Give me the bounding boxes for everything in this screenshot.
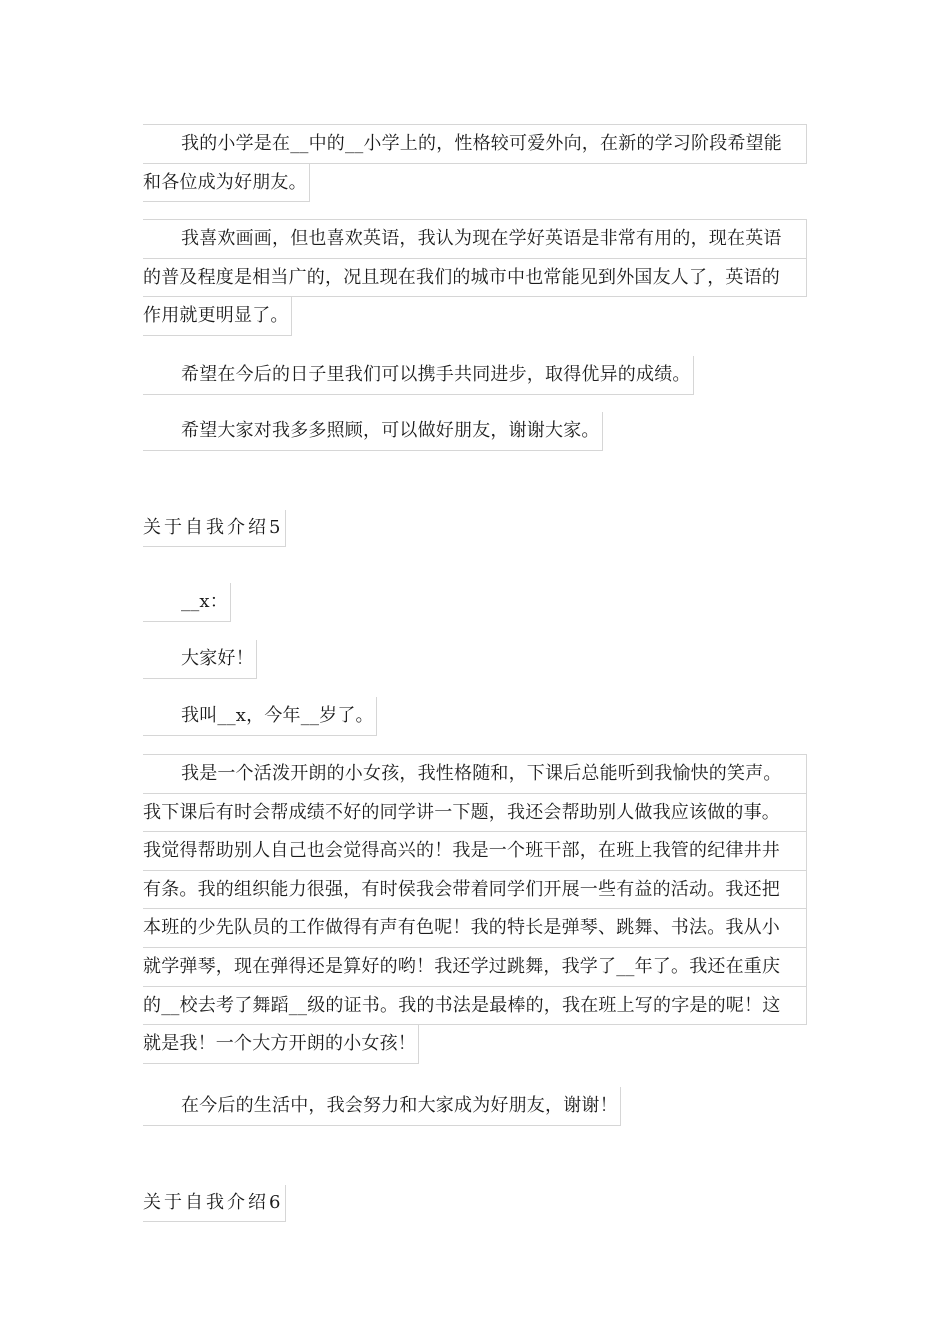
- paragraph: [143, 697, 807, 736]
- text-line: 希望在今后的日子里我们可以携手共同进步，取得优异的成绩。: [143, 356, 694, 395]
- text-line: 本班的少先队员的工作做得有声有色呢！我的特长是弹琴、跳舞、书法。我从小: [143, 909, 807, 948]
- text-line: 我的小学是在__中的__小学上的，性格较可爱外向，在新的学习阶段希望能: [143, 124, 807, 164]
- text-line: 的__校去考了舞蹈__级的证书。我的书法是最棒的，我在班上写的字是的呢！这: [143, 987, 807, 1026]
- paragraph: [143, 124, 807, 202]
- paragraph: [143, 1087, 807, 1126]
- text-line: 我下课后有时会帮成绩不好的同学讲一下题，我还会帮助别人做我应该做的事。: [143, 794, 807, 833]
- text-line: 的普及程度是相当广的，况且现在我们的城市中也常能见到外国友人了，英语的: [143, 259, 807, 298]
- paragraph: [143, 356, 807, 395]
- text-line: 就学弹琴，现在弹得还是算好的哟！我还学过跳舞，我学了__年了。我还在重庆: [143, 948, 807, 987]
- intro-line: 我叫__x，今年__岁了。: [143, 697, 377, 736]
- salutation: __x：: [143, 583, 231, 622]
- paragraph: [143, 640, 807, 679]
- section-heading: 关于自我介绍5: [143, 510, 286, 547]
- text-line: 希望大家对我多多照顾，可以做好朋友，谢谢大家。: [143, 412, 603, 451]
- text-line: 作用就更明显了。: [143, 297, 292, 336]
- text-line: 有条。我的组织能力很强，有时侯我会带着同学们开展一些有益的活动。我还把: [143, 871, 807, 910]
- paragraph: [143, 412, 807, 451]
- greeting: 大家好！: [143, 640, 257, 679]
- section-heading: 关于自我介绍6: [143, 1185, 286, 1222]
- text-line: 我喜欢画画，但也喜欢英语，我认为现在学好英语是非常有用的，现在英语: [143, 219, 807, 259]
- text-line: 我觉得帮助别人自己也会觉得高兴的！我是一个班干部，在班上我管的纪律井井: [143, 832, 807, 871]
- paragraph: [143, 583, 807, 622]
- closing-line: 在今后的生活中，我会努力和大家成为好朋友，谢谢！: [143, 1087, 621, 1126]
- text-line: 和各位成为好朋友。: [143, 164, 310, 203]
- body-paragraph: [143, 754, 807, 1064]
- text-line: 就是我！一个大方开朗的小女孩！: [143, 1025, 419, 1064]
- paragraph: [143, 219, 807, 336]
- text-line: 我是一个活泼开朗的小女孩，我性格随和，下课后总能听到我愉快的笑声。: [143, 754, 807, 794]
